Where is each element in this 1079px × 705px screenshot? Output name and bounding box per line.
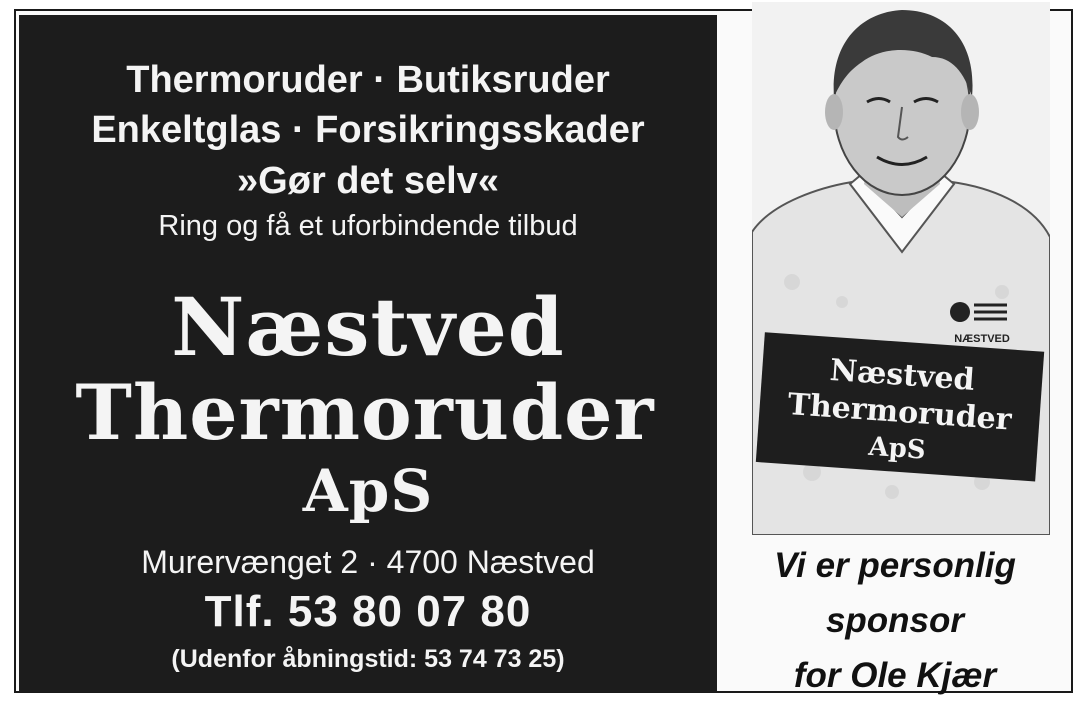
banner-line-2: Thermoruder — [786, 387, 1013, 438]
company-name-line-3: ApS — [302, 457, 434, 525]
sponsor-caption — [720, 538, 1070, 703]
sponsor-line-3: for Ole Kjær — [793, 656, 997, 695]
banner-line-3: ApS — [867, 431, 927, 466]
phone-number: Tlf. 53 80 07 80 — [204, 587, 532, 636]
person-illustration — [752, 2, 1050, 535]
address: Murervænget 2 · 4700 Næstved — [141, 544, 595, 580]
sponsor-photo — [752, 2, 1050, 535]
ad-panel — [19, 15, 717, 692]
company-name-line-2: Thermoruder — [75, 368, 655, 457]
sponsor-line-1: Vi er personlig — [774, 546, 1016, 585]
shirt-logo-text: NÆSTVED — [954, 333, 1010, 345]
company-name-line-1: Næstved — [171, 280, 565, 374]
call-to-action: Ring og få et uforbindende tilbud — [158, 210, 578, 242]
sponsor-line-2: sponsor — [825, 601, 965, 640]
services-line-2: Enkeltglas · Forsikringsskader — [91, 109, 645, 151]
services-line-3: »Gør det selv« — [237, 160, 499, 202]
after-hours-phone: (Udenfor åbningstid: 53 74 73 25) — [171, 645, 565, 673]
banner-line-1: Næstved — [828, 352, 976, 398]
services-line-1: Thermoruder · Butiksruder — [126, 59, 610, 101]
